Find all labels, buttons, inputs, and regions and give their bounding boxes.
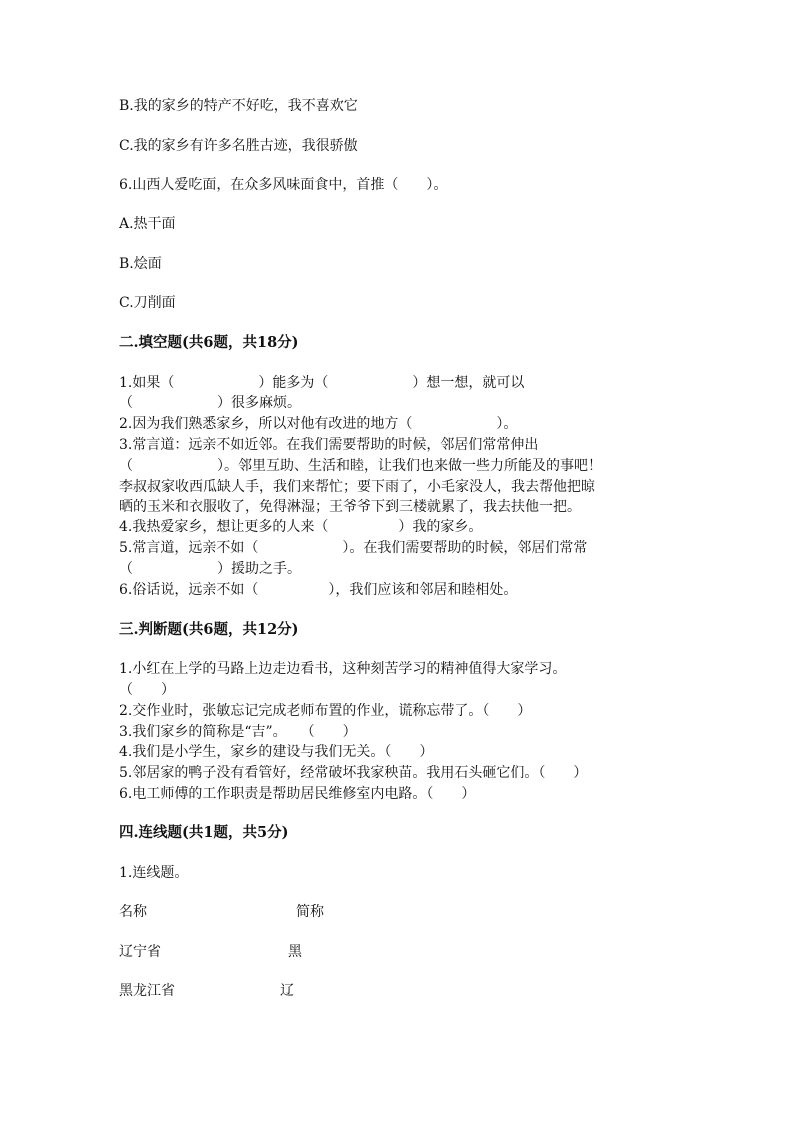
- match-name: 黑龙江省: [119, 983, 175, 999]
- judge-line: 4.我们是小学生，家乡的建设与我们无关。（ ）: [119, 744, 434, 760]
- q6-option-b: B.烩面: [119, 256, 162, 272]
- judge-line: 3.我们家乡的简称是“吉”。 （ ）: [119, 724, 357, 740]
- match-header-left: 名称: [119, 904, 147, 920]
- q6-option-a: A.热干面: [119, 216, 176, 232]
- match-stem: 1.连线题。: [119, 865, 189, 881]
- judge-line: 1.小红在上学的马路上边走边看书，这种刻苦学习的精神值得大家学习。: [119, 661, 567, 677]
- fill-line: 6.俗话说，远亲不如（ ），我们应该和邻居和睦相处。: [119, 582, 518, 598]
- fill-line: （ ）很多麻烦。: [119, 395, 301, 411]
- q6-stem: 6.山西人爱吃面，在众多风味面食中，首推（ ）。: [119, 177, 448, 193]
- section-judge-title: 三.判断题(共6题，共12分): [119, 621, 299, 638]
- q5-option-b: B.我的家乡的特产不好吃，我不喜欢它: [119, 98, 358, 114]
- match-header-right: 简称: [296, 904, 324, 920]
- match-abbreviation: 黑: [288, 944, 302, 960]
- fill-line: （ ）援助之手。: [119, 561, 301, 577]
- fill-line: 5.常言道，远亲不如（ ）。在我们需要帮助的时候，邻居们常常: [119, 540, 588, 556]
- fill-line: 晒的玉米和衣服收了，免得淋湿；王爷爷下到三楼就累了，我去扶他一把。: [119, 499, 581, 515]
- section-fill-title: 二.填空题(共6题，共18分): [119, 334, 299, 351]
- judge-line: 2.交作业时，张敏忘记完成老师布置的作业，谎称忘带了。（ ）: [119, 703, 532, 719]
- match-name: 辽宁省: [119, 944, 161, 960]
- q5-option-c: C.我的家乡有许多名胜古迹，我很骄傲: [119, 138, 358, 154]
- fill-line: （ ）。邻里互助、生活和睦，让我们也来做一些力所能及的事吧！: [119, 458, 602, 474]
- fill-line: 2.因为我们熟悉家乡，所以对他有改进的地方（ ）。: [119, 416, 518, 432]
- fill-line: 3.常言道：远亲不如近邻。在我们需要帮助的时候，邻居们常常伸出: [119, 437, 539, 453]
- fill-line: 1.如果（ ）能多为（ ）想一想，就可以: [119, 375, 525, 391]
- judge-line: （ ）: [119, 682, 175, 698]
- q6-option-c: C.刀削面: [119, 295, 176, 311]
- match-abbreviation: 辽: [280, 983, 294, 999]
- fill-line: 4.我热爱家乡，想让更多的人来（ ）我的家乡。: [119, 519, 483, 535]
- judge-line: 6.电工师傅的工作职责是帮助居民维修室内电路。（ ）: [119, 786, 476, 802]
- fill-line: 李叔叔家收西瓜缺人手，我们来帮忙；要下雨了，小毛家没人，我去帮他把晾: [119, 479, 595, 495]
- section-match-title: 四.连线题(共1题，共5分): [119, 824, 289, 841]
- judge-line: 5.邻居家的鸭子没有看管好，经常破坏我家秧苗。我用石头砸它们。（ ）: [119, 765, 588, 781]
